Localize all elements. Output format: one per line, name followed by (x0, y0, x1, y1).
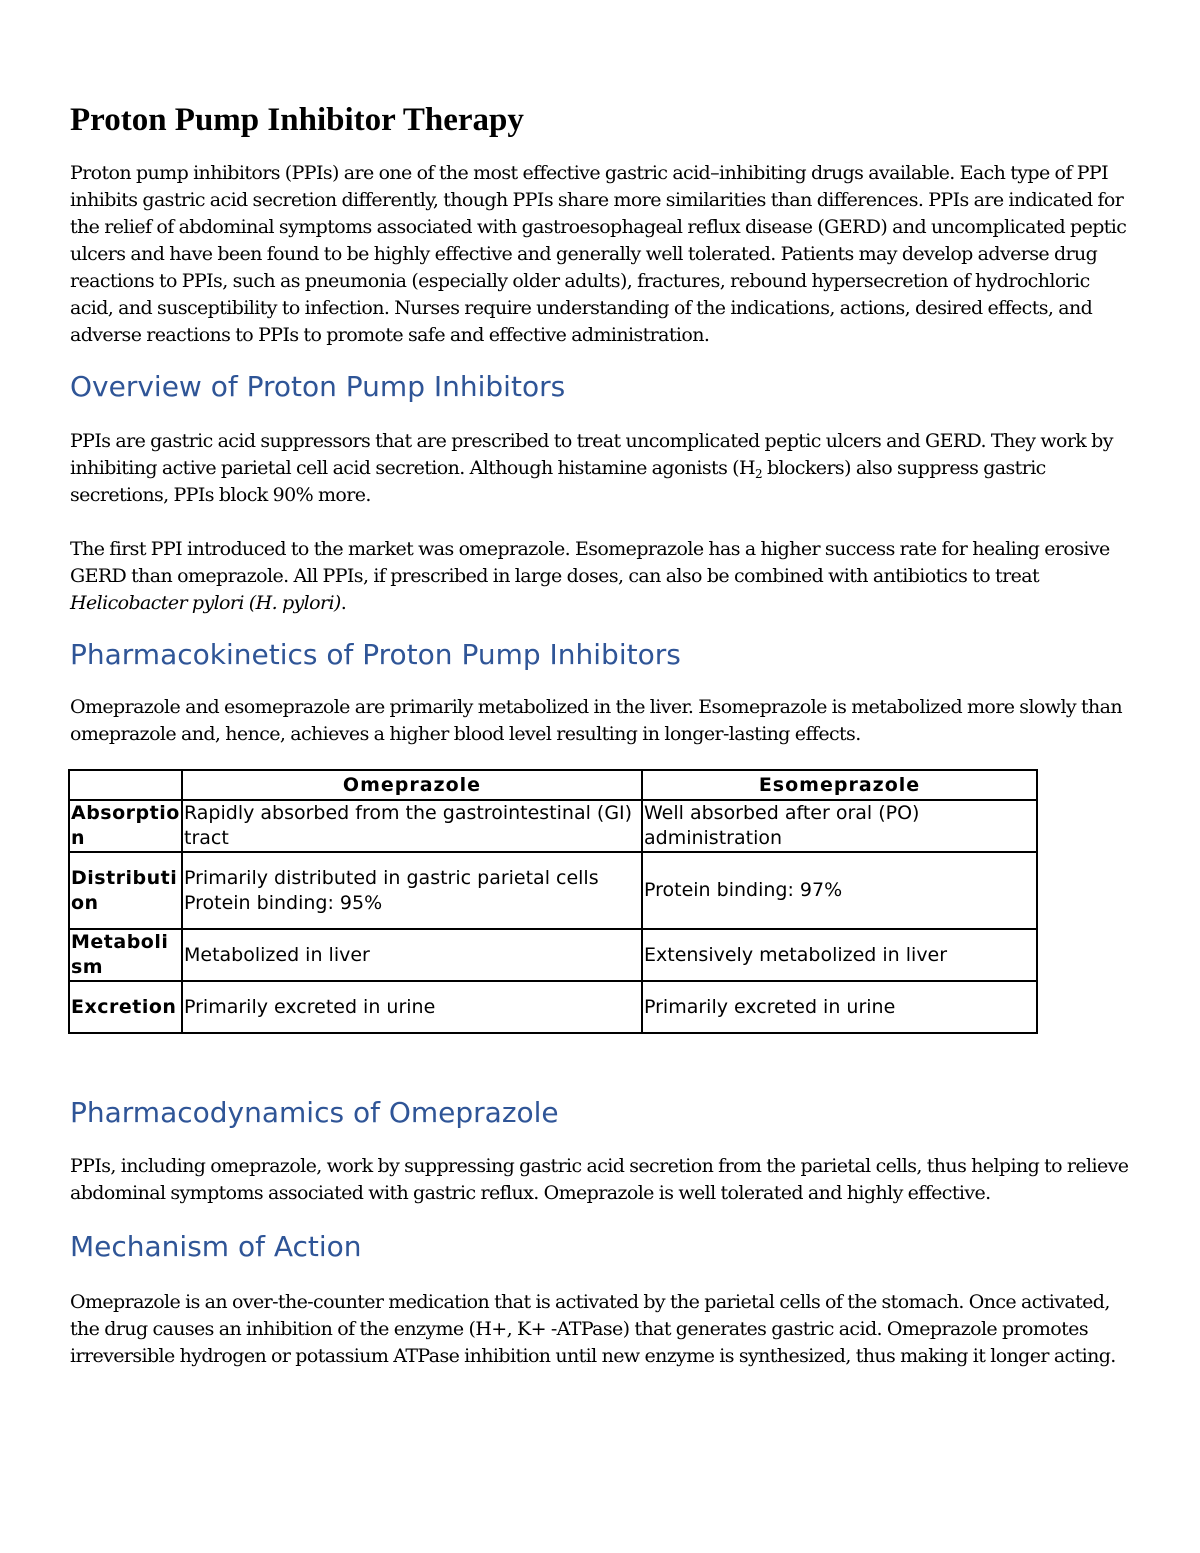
cell-distribution-esomeprazole: Protein binding: 97% (642, 852, 1037, 929)
cell-absorption-omeprazole: Rapidly absorbed from the gastrointestinal (GI) tract (182, 800, 642, 852)
column-header-esomeprazole: Esomeprazole (642, 770, 1037, 800)
table-corner-cell (69, 770, 182, 800)
row-label-distribution: Distribution (69, 852, 182, 929)
cell-metabolism-omeprazole: Metabolized in liver (182, 929, 642, 981)
pharmacokinetics-heading: Pharmacokinetics of Proton Pump Inhibitors (70, 638, 681, 671)
pharmacodynamics-heading: Pharmacodynamics of Omeprazole (70, 1096, 559, 1129)
cell-absorption-esomeprazole: Well absorbed after oral (PO) administration (642, 800, 1037, 852)
overview-paragraph-2 (70, 536, 1135, 617)
table-row-excretion (69, 981, 1037, 1033)
overview-paragraph-1 (70, 428, 1135, 509)
table-header-row (69, 770, 1037, 800)
cell-distribution-omeprazole (182, 852, 642, 929)
mechanism-heading: Mechanism of Action (70, 1230, 362, 1263)
table-row-distribution (69, 852, 1037, 929)
document-page (70, 98, 1135, 1370)
pharmacokinetics-table (68, 769, 1038, 1034)
cell-excretion-esomeprazole: Primarily excreted in urine (642, 981, 1037, 1033)
intro-paragraph: Proton pump inhibitors (PPIs) are one of the most effective gastric acid–inhibiting drugs available. Each type of PPI inhibits gastric acid secretion differently, though PPIs share more similarities than differences. PPIs are indicated for the relief of abdominal symptoms associated with gastroesophageal reflux disease (GERD) and uncomplicated peptic ulcers and have been found to be highly effective and generally well tolerated. Patients may develop adverse drug reactions to PPIs, such as pneumonia (especially older adults), fractures, rebound hypersecretion of hydrochloric acid, and susceptibility to infection. Nurses require understanding of the indications, actions, desired effects, and adverse reactions to PPIs to promote safe and effective administration. (70, 162, 1127, 346)
overview-p2-text-after: . (340, 592, 347, 614)
overview-p2-italic: Helicobacter pylori (H. pylori) (70, 592, 341, 614)
table-row-metabolism (69, 929, 1037, 981)
cell-distribution-omeprazole-line-1: Primarily distributed in gastric parietal cells (184, 866, 599, 889)
overview-p1-text-before: PPIs are gastric acid suppressors that are prescribed to treat uncomplicated peptic ulcers and GERD. They work by inhibiting active parietal cell acid secretion. Although histamine agonists (H (70, 430, 1113, 479)
row-label-excretion: Excretion (69, 981, 182, 1033)
mechanism-paragraph: Omeprazole is an over-the-counter medication that is activated by the parietal cells of the stomach. Once activated, the drug causes an inhibition of the enzyme (H+, K+ -ATPase) that generates gastric acid. Omeprazole promotes irreversible hydrogen or potassium ATPase inhibition until new enzyme is synthesized, thus making it longer acting. (70, 1291, 1116, 1367)
cell-metabolism-esomeprazole: Extensively metabolized in liver (642, 929, 1037, 981)
overview-p1-subscript: 2 (754, 467, 763, 481)
overview-p2-text-before: The first PPI introduced to the market was omeprazole. Esomeprazole has a higher success rate for healing erosive GERD than omeprazole. All PPIs, if prescribed in large doses, can also be combined with antibiotics to treat (70, 538, 1110, 587)
document-title: Proton Pump Inhibitor Therapy (70, 102, 524, 138)
cell-distribution-omeprazole-line-2: Protein binding: 95% (184, 891, 383, 914)
pharmacodynamics-paragraph: PPIs, including omeprazole, work by suppressing gastric acid secretion from the parietal cells, thus helping to relieve abdominal symptoms associated with gastric reflux. Omeprazole is well tolerated and highly effective. (70, 1155, 1129, 1204)
overview-heading: Overview of Proton Pump Inhibitors (70, 370, 566, 403)
row-label-metabolism: Metabolism (69, 929, 182, 981)
cell-excretion-omeprazole: Primarily excreted in urine (182, 981, 642, 1033)
column-header-omeprazole: Omeprazole (182, 770, 642, 800)
row-label-absorption: Absorption (69, 800, 182, 852)
overview-p1-text-after: blockers) also suppress gastric secretions, PPIs block 90% more. (70, 457, 1046, 506)
table-row-absorption (69, 800, 1037, 852)
pharmacokinetics-paragraph: Omeprazole and esomeprazole are primarily metabolized in the liver. Esomeprazole is metabolized more slowly than omeprazole and, hence, achieves a higher blood level resulting in longer-lasting effects. (70, 696, 1123, 745)
